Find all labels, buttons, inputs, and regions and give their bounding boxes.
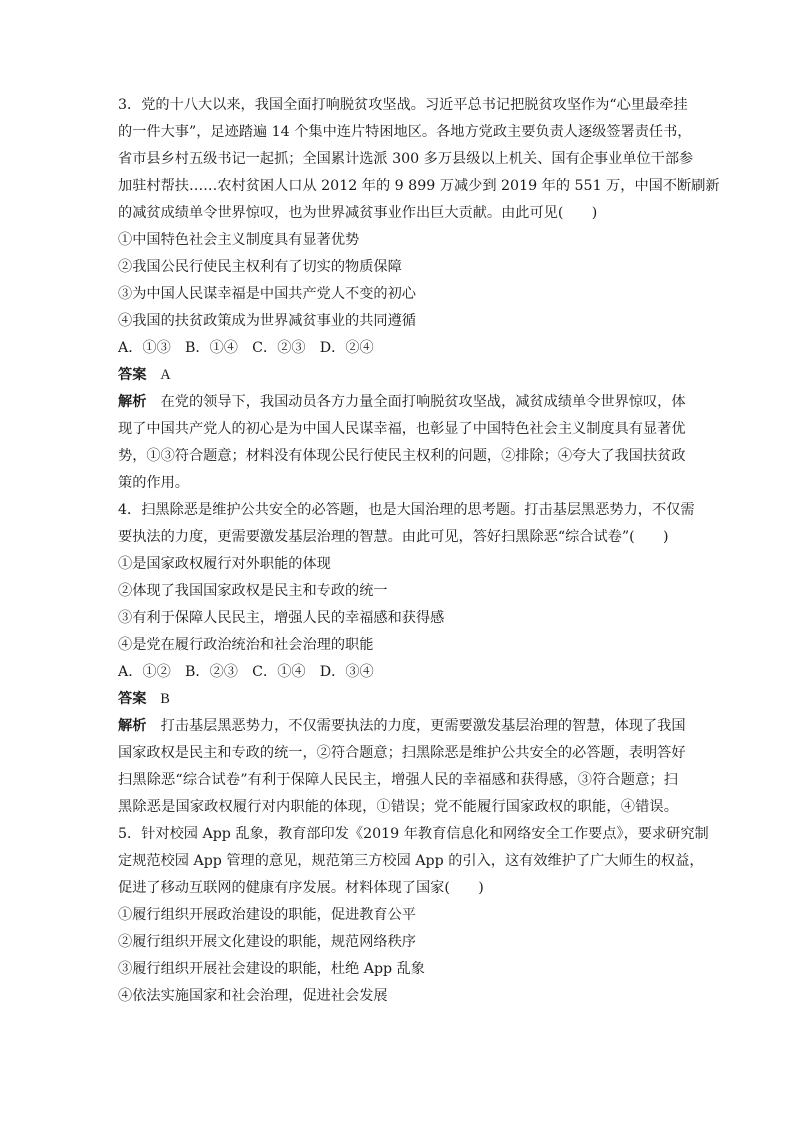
analysis-label: 解析: [118, 718, 147, 734]
document-page: [118, 92, 720, 1010]
analysis-line: 黑除恶是国家政权履行对内职能的体现，①错误；党不能履行国家政权的职能，④错误。: [118, 799, 678, 815]
question-stem-line: 省市县乡村五级书记一起抓；全国累计选派 300 多万县级以上机关、国有企事业单位干部参: [118, 151, 694, 167]
answer-row: [118, 362, 678, 389]
question-stem-line: 促进了移动互联网的健康有序发展。材料体现了国家( ): [118, 880, 484, 896]
analysis-line: 势，①③符合题意；材料没有体现公民行使民主权利的问题，②排除；④夸大了我国扶贫政: [118, 448, 686, 464]
question-stem-line: 要执法的力度，更需要激发基层治理的智慧。由此可见，答好扫黑除恶“综合试卷”( ): [118, 529, 669, 545]
choice-item: ②体现了我国国家政权是民主和专政的统一: [118, 583, 388, 599]
choice-item: ③履行组织开展社会建设的职能，杜绝 App 乱象: [118, 961, 425, 977]
choice-item: ④是党在履行政治统治和社会治理的职能: [118, 637, 374, 653]
choice-item: ②我国公民行使民主权利有了切实的物质保障: [118, 259, 402, 275]
choice-item: ①是国家政权履行对外职能的体现: [118, 556, 331, 572]
choice-item: ①履行组织开展政治建设的职能，促进教育公平: [118, 907, 416, 923]
question-stem-line: 3．党的十八大以来，我国全面打响脱贫攻坚战。习近平总书记把脱贫攻坚作为“心里最牵挂: [118, 97, 688, 113]
answer-label: 答案: [118, 367, 147, 383]
analysis-line: 策的作用。: [118, 475, 189, 491]
analysis-line: 解析 打击基层黑恶势力，不仅需要执法的力度，更需要激发基层治理的智慧，体现了我国: [118, 718, 686, 734]
analysis-line: 现了中国共产党人的初心是为中国人民谋幸福，也彰显了中国特色社会主义制度具有显著优: [118, 421, 686, 437]
answer-label: 答案: [118, 691, 147, 707]
choice-item: ④依法实施国家和社会治理，促进社会发展: [118, 988, 388, 1004]
analysis-line: 扫黑除恶“综合试卷”有利于保障人民民主，增强人民的幸福感和获得感，③符合题意；扫: [118, 772, 678, 788]
analysis-label: 解析: [118, 394, 147, 410]
question-stem-line: 定规范校园 App 管理的意见，规范第三方校园 App 的引入，这有效维护了广大师生的权益，: [118, 853, 704, 869]
answer-options: A．①③ B．①④ C．②③ D．②④: [118, 340, 374, 356]
question-4: [118, 497, 695, 821]
choice-item: ①中国特色社会主义制度具有显著优势: [118, 232, 360, 248]
question-stem-line: 加驻村帮扶……农村贫困人口从 2012 年的 9 899 万减少到 2019 年的 551 万，中国不断刷新: [118, 178, 720, 194]
question-stem-line: 的一件大事”，足迹踏遍 14 个集中连片特困地区。各地方党政主要负责人逐级签署责任书，: [118, 124, 692, 140]
answer-value: A: [160, 367, 171, 383]
choice-item: ④我国的扶贫政策成为世界减贫事业的共同遵循: [118, 313, 416, 329]
analysis-line: 解析 在党的领导下，我国动员各方力量全面打响脱贫攻坚战，减贫成绩单令世界惊叹，体: [118, 394, 686, 410]
choice-item: ②履行组织开展文化建设的职能，规范网络秩序: [118, 934, 416, 950]
question-stem-line: 的减贫成绩单令世界惊叹，也为世界减贫事业作出巨大贡献。由此可见( ): [118, 205, 598, 221]
answer-row: [118, 686, 678, 713]
question-stem-line: 5．针对校园 App 乱象，教育部印发《2019 年教育信息化和网络安全工作要点》，要求研究制: [118, 826, 709, 842]
question-5: [118, 821, 709, 1010]
analysis-line: 国家政权是民主和专政的统一，②符合题意；扫黑除恶是维护公共安全的必答题，表明答好: [118, 745, 686, 761]
choice-item: ③为中国人民谋幸福是中国共产党人不变的初心: [118, 286, 416, 302]
answer-options: A．①② B．②③ C．①④ D．③④: [118, 664, 374, 680]
choice-item: ③有利于保障人民民主，增强人民的幸福感和获得感: [118, 610, 445, 626]
question-3: [118, 92, 720, 497]
answer-value: B: [160, 691, 170, 707]
question-stem-line: 4．扫黑除恶是维护公共安全的必答题，也是大国治理的思考题。打击基层黑恶势力，不仅需: [118, 502, 695, 518]
